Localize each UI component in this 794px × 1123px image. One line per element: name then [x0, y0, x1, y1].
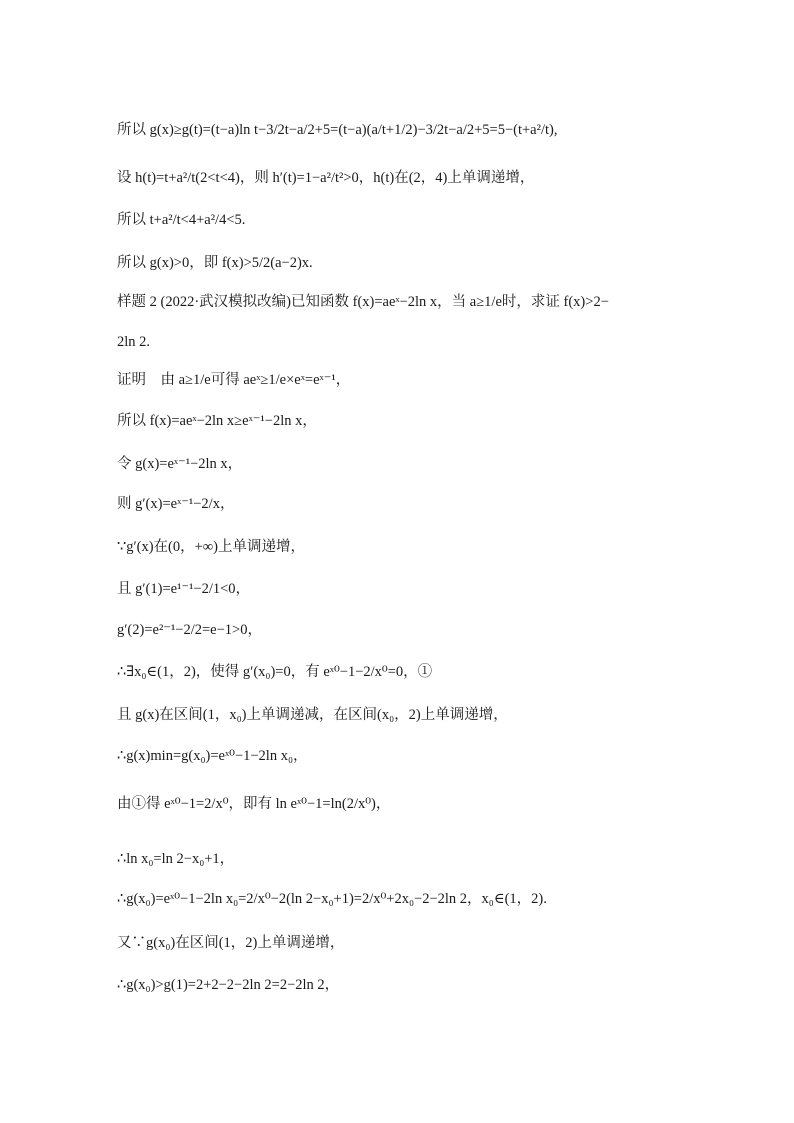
text-line-16: ∴g(x)min=g(x₀)=eˣ⁰−1−2ln x₀， [117, 748, 308, 764]
text-line-21: ∴g(x₀)>g(1)=2+2−2−2ln 2=2−2ln 2， [117, 977, 340, 993]
text-line-6: 2ln 2. [117, 334, 151, 350]
text-line-9: 令 g(x)=eˣ⁻¹−2ln x， [117, 456, 243, 472]
text-line-7: 证明 由 a≥1/e可得 aeˣ≥1/e×eˣ=eˣ⁻¹， [117, 372, 351, 388]
text-line-12: 且 g′(1)=e¹⁻¹−2/1<0， [117, 581, 251, 597]
text-line-8: 所以 f(x)=aeˣ−2ln x≥eˣ⁻¹−2ln x， [117, 413, 317, 429]
text-line-18: ∴ln x₀=ln 2−x₀+1， [117, 851, 235, 867]
text-line-2: 设 h(t)=t+a²/t(2<t<4)，则 h′(t)=1−a²/t²>0，h(t)在(2，4)上单调递增， [117, 170, 535, 186]
text-line-19: ∴g(x₀)=eˣ⁰−1−2ln x₀=2/x⁰−2(ln 2−x₀+1)=2/x⁰+2x₀−2−2ln 2，x₀∈(1，2). [117, 891, 547, 907]
text-line-20: 又∵g(x₀)在区间(1，2)上单调递增， [117, 935, 345, 951]
text-line-10: 则 g′(x)=eˣ⁻¹−2/x， [117, 496, 235, 512]
text-line-17: 由①得 eˣ⁰−1=2/x⁰，即有 ln eˣ⁰−1=ln(2/x⁰)， [117, 796, 391, 812]
text-line-4: 所以 g(x)>0，即 f(x)>5/2(a−2)x. [117, 255, 313, 271]
text-line-14: ∴∃x₀∈(1，2)，使得 g′(x₀)=0，有 eˣ⁰−1−2/x⁰=0，① [117, 664, 433, 680]
text-line-13: g′(2)=e²⁻¹−2/2=e−1>0， [117, 622, 262, 638]
text-line-5: 样题 2 (2022·武汉模拟改编)已知函数 f(x)=aeˣ−2ln x，当 a≥1/e时，求证 f(x)>2− [117, 294, 609, 310]
text-line-3: 所以 t+a²/t<4+a²/4<5. [117, 212, 246, 228]
text-line-11: ∵g′(x)在(0，+∞)上单调递增， [117, 539, 305, 555]
text-line-15: 且 g(x)在区间(1，x₀)上单调递减，在区间(x₀，2)上单调递增， [117, 707, 508, 723]
text-line-1: 所以 g(x)≥g(t)=(t−a)ln t−3/2t−a/2+5=(t−a)(a/t+1/2)−3/2t−a/2+5=5−(t+a²/t), [117, 122, 558, 138]
